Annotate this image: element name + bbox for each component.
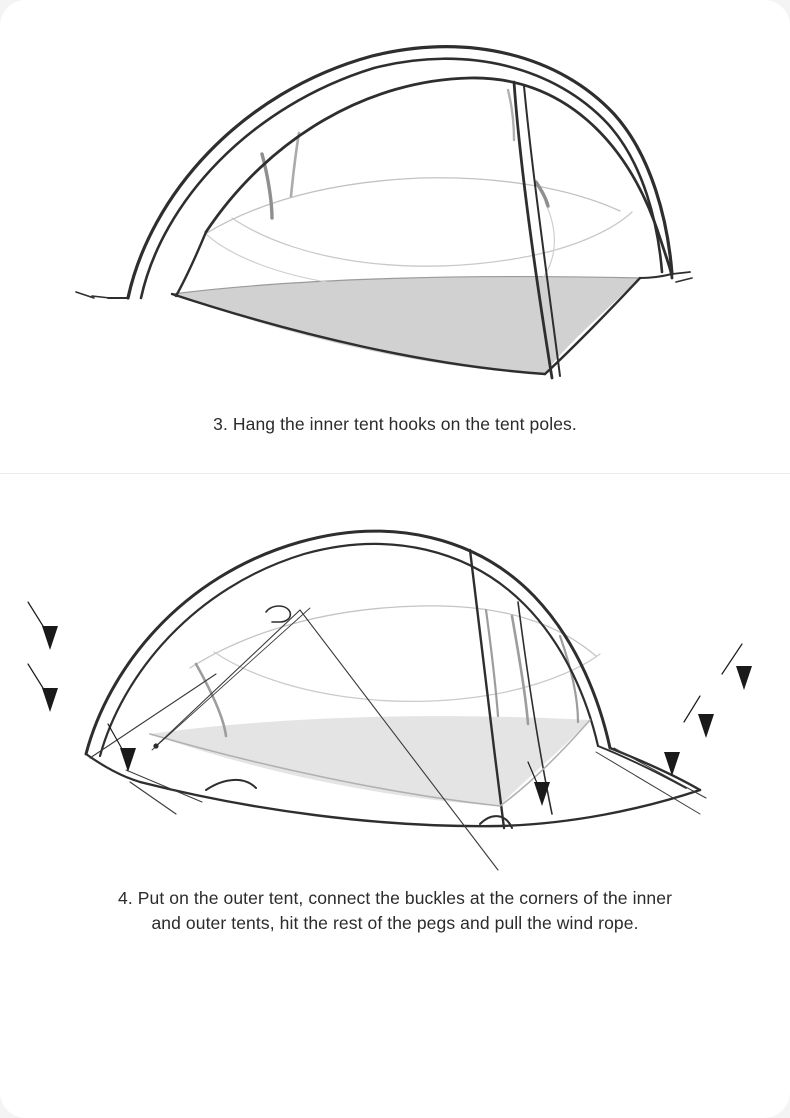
step-4-caption	[0, 886, 790, 936]
step-4-caption-line-2: and outer tents, hit the rest of the pegs and pull the wind rope.	[151, 912, 639, 933]
bottom-spacer	[0, 953, 790, 1023]
step-3-section	[0, 0, 790, 437]
step-4-section	[0, 474, 790, 936]
step-4-caption-line-1: 4. Put on the outer tent, connect the buckles at the corners of the inner	[117, 887, 673, 908]
step-3-caption: 3. Hang the inner tent hooks on the tent poles.	[213, 414, 577, 434]
step-3-illustration	[0, 6, 790, 406]
step-4-illustration	[0, 484, 790, 884]
